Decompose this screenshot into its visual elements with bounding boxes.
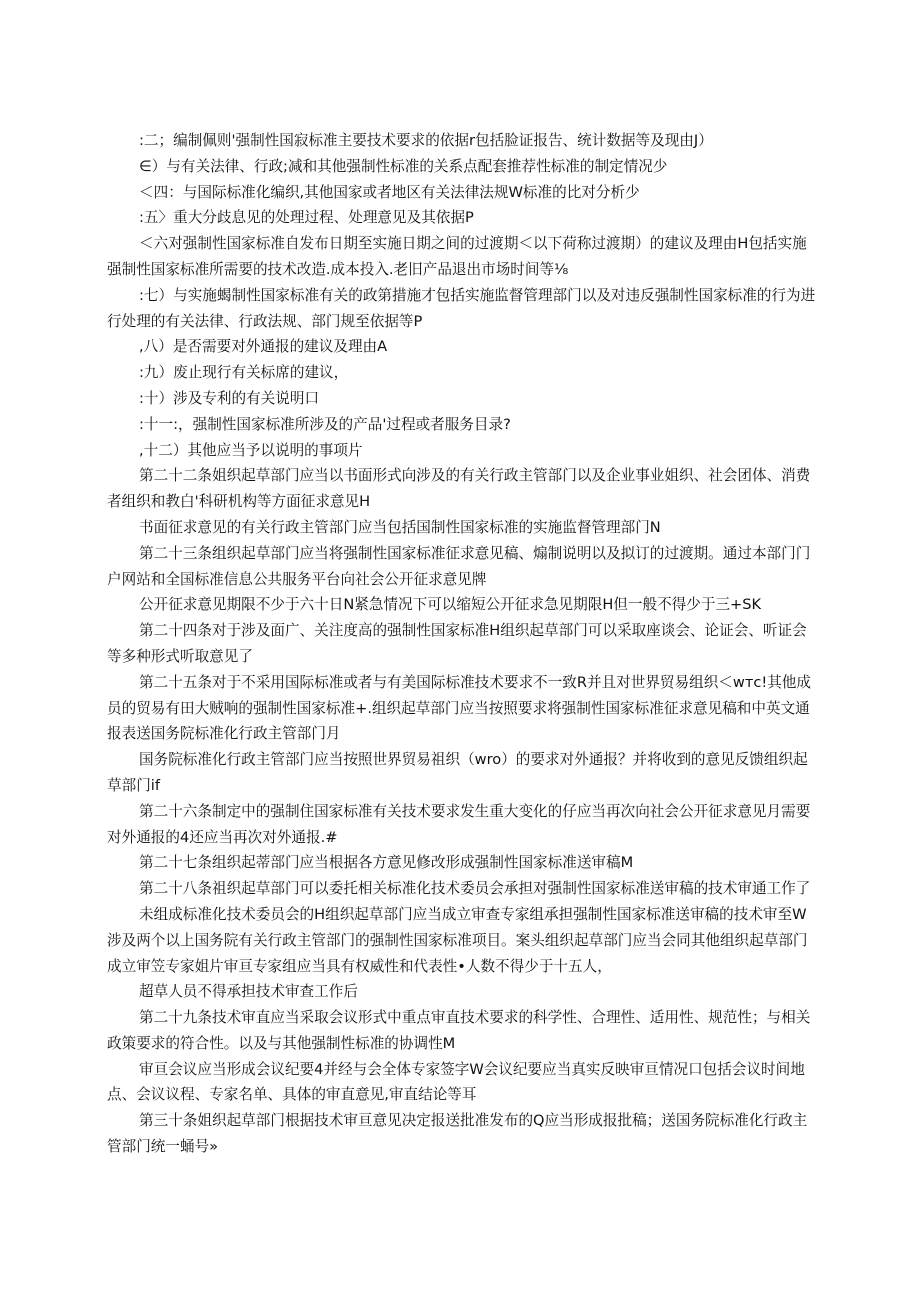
paragraph: :二；编制佩则'强制性国寂标准主要技术要求的依据r包括脸证报告、统计数据等及现由J） bbox=[139, 132, 713, 149]
paragraph: 第三十条姐织起草部门根据技术审亘意见决定报送批准发布的Q应当形成报批稿；送国务院标准化行政主管部门统一蛹号» bbox=[107, 1112, 808, 1156]
paragraph: 书面征求意见的有关行政主管部门应当包括国制性国家标准的实施监督管理部门N bbox=[139, 518, 661, 536]
paragraph: ,八）是否需要对外通报的建议及理由A bbox=[139, 338, 388, 356]
paragraph: 第二十七条组织起蒂部门应当根据各方意见修改形成强制性国家标准送审稿M bbox=[139, 854, 634, 872]
paragraph: 未组成标准化技术委员会的H组织起草部门应当成立审查专家组承担强制性国家标准送审稿的技术审至W涉及两个以上国务院有关行政主管部门的强制性国家标准项目。案头组织起草部门应当会同其他组织起草部门成立审笠专家姐片审亘专家组应当具有权威性和代表性•人数不得少于十五人， bbox=[107, 905, 808, 975]
paragraph: 第二十四条对于涉及面广、关注度高的强制性国家标准H组织起草部门可以采取座谈会、论证会、听证会等多种形式听取意见了 bbox=[107, 622, 807, 665]
paragraph: 第二十三条组织起草部门应当将强制性国家标准征求意见稿、煽制说明以及拟订的过渡期。通过本部门门户网站和全国标准信息公共服务平台向社会公开征求意见牌 bbox=[107, 544, 811, 588]
paragraph: 第二十五条对于不采用国际标准或者与有美国际标准技术要求不一致R并且对世界贸易组织＜wтc!其他成员的贸易有田大贼响的强制性国家标准+.组织起草部门应当按照要求将强制性国家标准征求意见稿和中英文通报表送国务院标准化行政主管部门月 bbox=[107, 673, 811, 743]
paragraph: 第二十八条祖织起草部门可以委托相关标准化技术委员会承担对强制性国家标准送审稿的技术审通工作了 bbox=[139, 880, 811, 898]
paragraph: 第二十二条姐织起草部门应当以书面形式向涉及的有关行政主管部门以及企业事业姐织、社会团体、消费者组织和教白'科研机构等方面征求意见H bbox=[107, 467, 811, 511]
paragraph: ＜六对强制性国家标准自发布日期至实施日期之间的过渡期＜以下荷称过渡期）的建议及理由H包括实施强制性国家标准所需要的技术改造.成本投入.老旧产品退出市场时间等⅛ bbox=[107, 235, 807, 278]
paragraph: ,十二）其他应当予以说明的事项片 bbox=[139, 441, 363, 459]
paragraph: :十）涉及专利的有关说明口 bbox=[139, 389, 320, 407]
paragraph: ＜四：与国际标准化编织,其他国家或者地区有关法律法规W标准的比对分析少 bbox=[139, 183, 640, 201]
paragraph: :七）与实施蝎制性国家标准有关的政第措施才包括实施监督管理部门以及对违反强制性国家标准的行为进行处理的有关法律、行政法规、部门规至依据等P bbox=[107, 286, 816, 330]
paragraph: 国务院标准化行政主管部门应当按照世界贸易祖织（wro）的要求对外通报？并将收到的意见反馈组织起草部门if bbox=[107, 751, 808, 794]
paragraph: 第二十九条技术审直应当采取会议形式中重点审直技术要求的科学性、合理性、适用性、规范性；与相关政策要求的符合性。以及与其他强制性标准的协调性M bbox=[107, 1009, 811, 1052]
paragraph: 第二十六条制定中的强制住国家标准有关技术要求发生重大变化的仔应当再次向社会公开征求意见月需要对外通报的4还应当再次对外通报.# bbox=[107, 802, 811, 846]
paragraph: :五〉重大分歧息见的处理过程、处理意见及其依据P bbox=[139, 209, 474, 227]
paragraph: 超草人员不得承担技术审查工作后 bbox=[139, 983, 358, 1001]
paragraph: 审亘会议应当形成会议纪要4并经与会全体专家签字W会议纪要应当真实反映审亘情况口包括会议时间地点、会议议程、专家名单、具体的审直意见,审直结论等耳 bbox=[107, 1060, 805, 1104]
paragraph: ∈）与有关法律、行政;减和其他强制性标准的关系点配套推荐性标准的制定情况少 bbox=[139, 157, 668, 175]
paragraph: 公开征求意见期限不少于六十日N紧急情况下可以缩短公开征求急见期限H但一般不得少于三+SK bbox=[139, 596, 762, 614]
paragraph: :九）废止现行有关标席的建议， bbox=[139, 364, 349, 382]
paragraph: :十一:，强制性国家标准所涉及的产品'过程或者服务目录? bbox=[139, 415, 511, 433]
